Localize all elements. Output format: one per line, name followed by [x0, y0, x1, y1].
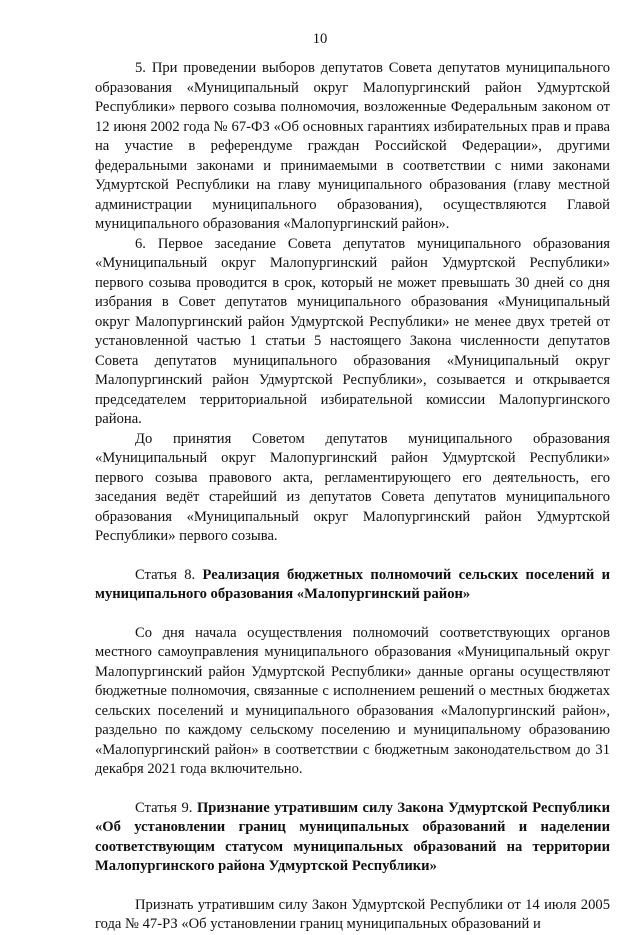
article-8-title: Реализация бюджетных полномочий сельских поселений и муниципального образования «Малопургинский район»	[95, 566, 610, 602]
article-8-text: Со дня начала осуществления полномочий соответствующих органов местного самоуправления муниципального образования «Муниципальный округ Малопургинский район Удмуртской Республики» данные органы осуществляют бюджетные полномочия, связанные с исполнением решений о местных бюджетах сельских поселений и муниципального образования «Малопургинский район», раздельно по каждому сельскому поселению и муниципальному образованию «Малопургинский район» в соответствии с бюджетным законодательством до 31 декабря 2021 года включительно.	[95, 624, 610, 777]
paragraph-chairing: До принятия Советом депутатов муниципального образования «Муниципальный округ Малопургинский район Удмуртской Республики» первого созыва правового акта, регламентирующего его деятельность, его заседания ведёт старейший из депутатов Совета депутатов муниципального образования «Муниципальный округ Малопургинский район Удмуртской Республики» первого созыва.	[95, 430, 610, 544]
document-body	[95, 59, 610, 935]
article-9-label: Статья 9.	[135, 799, 193, 816]
page-number: 10	[312, 31, 328, 47]
article-9-title: Признание утратившим силу Закона Удмуртской Республики «Об установлении границ муниципальных образований и наделении соответствующим статусом муниципальных образований на территории Малопургинского района Удмуртской Республики»	[95, 799, 610, 874]
paragraph-item-5: 5. При проведении выборов депутатов Совета депутатов муниципального образования «Муниципальный округ Малопургинский район Удмуртской Республики» первого созыва полномочия, возложенные Федеральным законом от 12 июня 2002 года № 67-ФЗ «Об основных гарантиях избирательных прав и права на участие в референдуме граждан Российской Федерации», другими федеральными законами и принимаемыми в соответствии с ними законами Удмуртской Республики на главу муниципального образования (главу местной администрации муниципального образования), осуществляются Главой муниципального образования «Малопургинский район».	[95, 60, 610, 232]
article-9-text: Признать утратившим силу Закон Удмуртской Республики от 14 июля 2005 года № 47-РЗ «Об установлении границ муниципальных образований и	[95, 896, 610, 932]
article-9-heading	[95, 799, 610, 877]
article-8-label: Статья 8.	[135, 566, 196, 583]
article-8-heading	[95, 566, 610, 605]
paragraph-item-6: 6. Первое заседание Совета депутатов муниципального образования «Муниципальный округ Малопургинский район Удмуртской Республики» первого созыва проводится в срок, который не может превышать 30 дней со дня избрания в Совет депутатов муниципального образования «Муниципальный округ Малопургинский район Удмуртской Республики» не менее двух третей от установленной частью 1 статьи 5 настоящего Закона численности депутатов Совета депутатов муниципального образования «Муниципальный округ Малопургинский район Удмуртской Республики», созывается и открывается председателем территориальной избирательной комиссии Малопургинского района.	[95, 235, 610, 427]
